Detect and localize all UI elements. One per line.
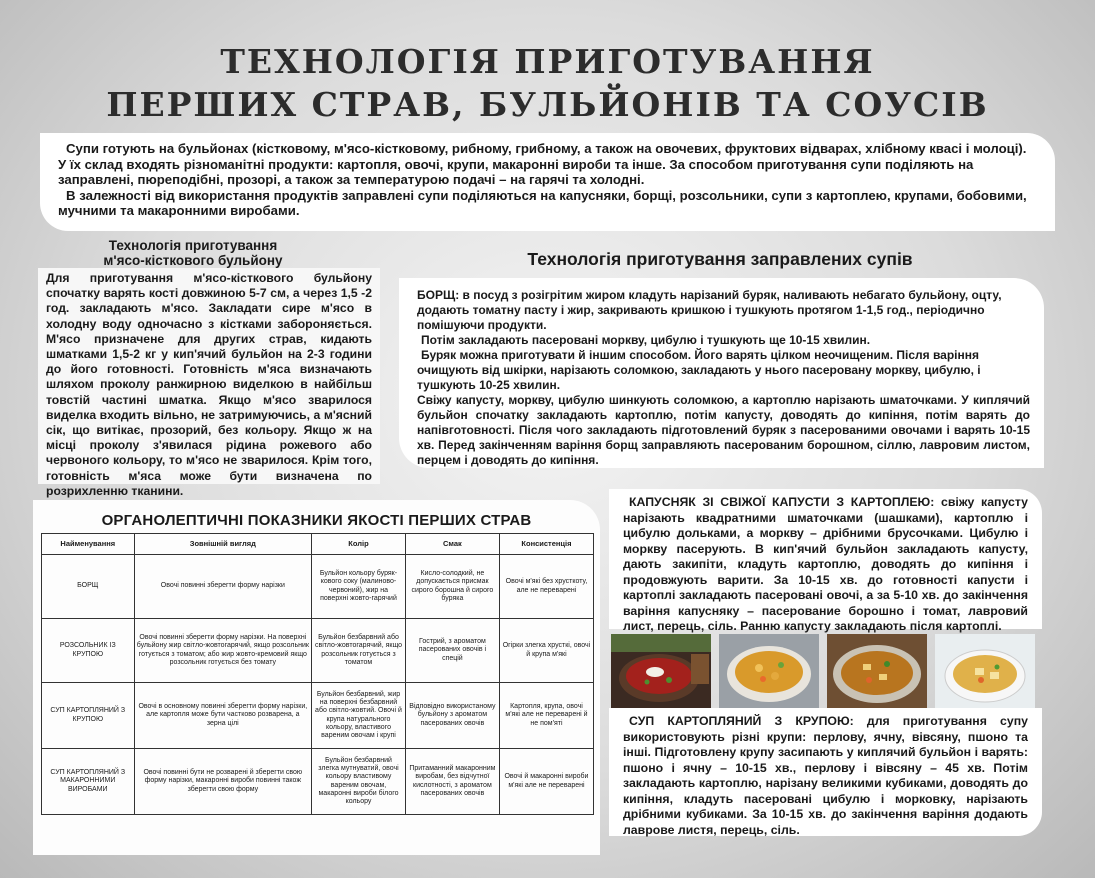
broth-heading-line2: м'ясо-кісткового бульйону [103, 253, 283, 268]
table-cell: Бульйон безбарвний або світло-жовтогарячий, якщо розсольник готується з томатом [312, 619, 406, 683]
table-cell: Картопля, крупа, овочі м'які але не переварені й не пом'яті [499, 683, 593, 749]
potato-soup-photo [935, 634, 1035, 708]
table-cell: Огірки злегка хрусткі, овочі й крупа м'які [499, 619, 593, 683]
table-row [42, 749, 594, 815]
borscht-paragraph-2: Потім закладають пасеровані моркву, цибулю і тушкують ще 10-15 хвилин. [421, 333, 871, 347]
table-cell: Кисло-солодкий, не допускається присмак сирого борошна й сирого буряка [405, 555, 499, 619]
table-cell: Овочі повинні зберегти форму нарізки. На поверхні бульйону жир світло-жовтогарячий, якщо розсольник готується з томатом; або жир жовто-кремовий якщо розсольник готується без томату [134, 619, 312, 683]
broth-heading-line1: Технологія приготування [108, 238, 278, 253]
table-header-cell: Найменування [42, 534, 135, 555]
table-row [42, 619, 594, 683]
table-header-cell: Зовнішній вигляд [134, 534, 312, 555]
table-cell: Овочі м'які без хрусткоту, але не переварені [499, 555, 593, 619]
intro-panel [40, 133, 1055, 231]
table-cell: Притаманний макаронним виробам, без відчутної кислотності, з ароматом пасерованих овочів [405, 749, 499, 815]
broth-heading [38, 238, 348, 268]
page-title-line1: ТЕХНОЛОГІЯ ПРИГОТУВАННЯ [220, 42, 875, 81]
table-cell: БОРЩ [42, 555, 135, 619]
grain-soup-panel [609, 708, 1042, 836]
table-header-cell: Колір [312, 534, 406, 555]
table-header-row [42, 534, 594, 555]
table-cell: РОЗСОЛЬНИК ІЗ КРУПОЮ [42, 619, 135, 683]
table-cell: Овочі й макаронні вироби м'які але не переварені [499, 749, 593, 815]
borscht-panel [399, 278, 1044, 468]
borscht-paragraph-3: Буряк можна приготувати й іншим способом. Його варять цілком неочищеним. Після варіння очищують від шкірки, нарізають соломкою, закладають у нього пасеровану моркву, цибулю, і тушкують 10-25 хвилин. [417, 348, 981, 392]
table-cell: Овочі повинні зберегти форму нарізки [134, 555, 312, 619]
table-row [42, 683, 594, 749]
intro-paragraph-1: Супи готують на бульйонах (кістковому, м'ясо-кістковому, рибному, грибному, а також на овочевих, фруктових відварах, хлібному квасі і молоці). У їх склад входять різноманітні продукти: картопля, овочі, крупи, макаронні вироби та інше. За способом приготування супи поділяють на заправлені, пюреподібні, прозорі, а також за температурою подачі – на гарячі та холодні. [58, 141, 1027, 188]
table-cell: Овочі в основному повинні зберегти форму нарізки, але картопля може бути частково розварена, а зерна цілі [134, 683, 312, 749]
table-row [42, 555, 594, 619]
table-cell: Гострий, з ароматом пасерованих овочів і спецій [405, 619, 499, 683]
quality-table-title: ОРГАНОЛЕПТИЧНІ ПОКАЗНИКИ ЯКОСТІ ПЕРШИХ СТРАВ [101, 512, 532, 529]
kapusnyak-text: КАПУСНЯК ЗІ СВІЖОЇ КАПУСТИ З КАРТОПЛЕЮ: свіжу капусту нарізають квадратними шматочками (шашками), картоплю і цибулю дольками, а моркву – дрібними брусочками. Цибулю і моркву пасерують. В кип'ячий бульйон закладають капусту, дають закипіти, кладуть картоплю, доводять до кипіння і продовжують варити. За 10-15 хв. до готовності капусти і картоплі закладають пасеровані овочі, а за 5-10 хв. до закінчення варіння капусняку – пасерование борошно і томат, лавровий лист, перець, сіль. Ранню капусту закладають після картоплі. [623, 495, 1028, 633]
quality-table [41, 533, 594, 815]
page-title [0, 40, 1095, 126]
kapusnyak-panel [609, 489, 1042, 633]
soup-bowl-photo [719, 634, 819, 708]
intro-paragraph-2: В залежності від використання продуктів заправлені супи поділяються на капусняки, борщі, розсольники, супи з картоплею, крупами, бобовими, мучними та макаронними виробами. [58, 187, 1027, 219]
table-cell: СУП КАРТОПЛЯНИЙ З КРУПОЮ [42, 683, 135, 749]
borscht-photo [611, 634, 711, 708]
table-header-cell: Смак [405, 534, 499, 555]
table-cell: Бульйон безбарвний злегка мутнуватий, овочі кольору властивому вареним овочам, макаронні вироби білого кольору [312, 749, 406, 815]
broth-text-panel [38, 268, 380, 498]
table-header-cell: Консистенція [499, 534, 593, 555]
broth-text: Для приготування м'ясо-кісткового бульйону спочатку варять кості довжиною 5-7 см, а через 1,5 -2 год. закладають м'ясо. Закладати сире м'ясо в холодну воду одночасно з кістками забороняється. М'ясо призначене для других страв, кидають шматками 1,5-2 кг у кип'ячий бульйон на 2-3 години до його готовності. Готовність м'яса визначають шляхом проколу ранжирною виделкою в найбільш товстій частині шматка. Якщо м'ясо зварилося виделка входить вільно, не затримуючись, а м'ясний сік, що витікає, прозорий, без кольору. Якщо ж на місці проколу з'явилася рідина рожевого або червоного кольору, то м'ясо не зварилося. Крім того, готовність м'яса може бути визначена по розрихленню тканини. [46, 271, 372, 498]
soup-photos [609, 634, 1042, 708]
quality-table-panel [33, 500, 600, 855]
table-cell: Овочі повинні бути не розварені й зберегти свою форму нарізки, макаронні вироби повинні також зберегти свою форму [134, 749, 312, 815]
grain-soup-text: СУП КАРТОПЛЯНИЙ З КРУПОЮ: для приготування супу використовують різні крупи: перлову, ячну, вівсяну, пшоно та інші. Підготовлену крупу засипають у киплячий бульйон і варять: пшоно і ячну – 10-15 хв., перлову і вівсяну – 45 хв. Потім закладають картоплю, нарізану великими кубиками, доводять до кипіння, кладуть пасеровані цибулю і морковку, нарізають дрібними кубиками. За 10-15 хв. до закінчення варіння додають лаврове листя, перець, сіль. [623, 714, 1028, 837]
borscht-paragraph-4: Свіжу капусту, моркву, цибулю шинкують соломкою, а картоплю нарізають шматочками. У киплячий бульйон спочатку закладають картоплю, потім капусту, доводять до кипіння, потім варять до напівготовності. Після чого закладають підготовлений буряк з пасерованими овочами і варять 10-15 хв. Перед закінченням варіння борщ заправляють пасерованим борошном, сіллю, лавровим листом, перцем і доводять до кипіння. [417, 393, 1030, 467]
borscht-paragraph-1: БОРЩ: в посуд з розігрітим жиром кладуть нарізаний буряк, наливають небагато бульйону, оцту, додають томатну пасту і жир, закривають кришкою і тушкують протягом 1-1,5 год., періодично помішуючи продукти. [417, 288, 1002, 332]
table-cell: Відповідно використаному бульйону з ароматом пасерованих овочів [405, 683, 499, 749]
dressed-soups-heading: Технологія приготування заправлених супів [527, 249, 913, 269]
table-cell: Бульйон кольору буряк-кового соку (малиново-червоний), жир на поверхні жовто-гарячий [312, 555, 406, 619]
page-title-line2: ПЕРШИХ СТРАВ, БУЛЬЙОНІВ ТА СОУСІВ [106, 85, 989, 124]
table-cell: Бульйон безбарвний, жир на поверхні безбарвний або світло-жовтий. Овочі й крупа натурального кольору, властивого вареним овочам і крупі [312, 683, 406, 749]
cabbage-soup-photo [827, 634, 927, 708]
table-cell: СУП КАРТОПЛЯНИЙ З МАКАРОННИМИ ВИРОБАМИ [42, 749, 135, 815]
